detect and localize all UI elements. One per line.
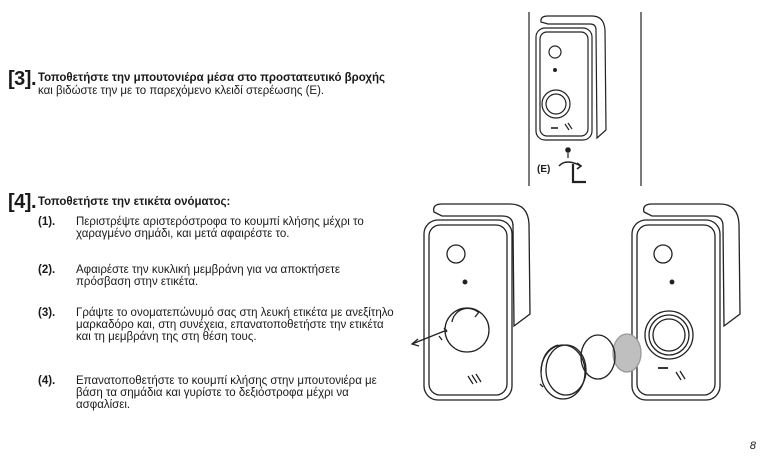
step3-title-rest: και βιδώστε την με το παρεχόμενο κλειδί στερέωσης (E). <box>38 85 325 97</box>
step4-number: [4]. <box>8 191 36 213</box>
key-e-label: (E) <box>537 164 551 175</box>
step3-number: [3]. <box>8 68 36 90</box>
page-number: 8 <box>749 440 756 452</box>
item-number: (4). <box>38 375 56 387</box>
item-text: Επανατοποθετήστε το κουμπί κλήσης στην μπουτονιέρα με βάση τα σημάδια και γυρίστε το δεξιόστροφα μέχρι να ασφαλίσει. <box>76 375 377 411</box>
item-number: (2). <box>38 264 56 276</box>
step3-title-bold: Τοποθετήστε την μπουτονιέρα μέσα στο προστατευτικό βροχής <box>38 72 386 84</box>
step4-title: Τοποθετήστε την ετικέτα ονόματος: <box>38 196 231 208</box>
item-number: (3). <box>38 307 56 319</box>
item-number: (1). <box>38 216 56 228</box>
item-text: Γράψτε το ονοματεπώνυμό σας στη λευκή ετικέτα με ανεξίτηλο μαρκαδόρο και, στη συνέχεια, επανατοποθετήστε την ετικέτα και τη μεμβράνη της στη θέση τους. <box>76 307 394 343</box>
item-text: Αφαιρέστε την κυκλική μεμβράνη για να αποκτήσετε πρόσβαση στην ετικέτα. <box>76 264 340 288</box>
item-text: Περιστρέψτε αριστερόστροφα το κουμπί κλήσης μέχρι το χαραγμένο σημάδι, και μετά αφαιρέστε το. <box>76 216 364 240</box>
